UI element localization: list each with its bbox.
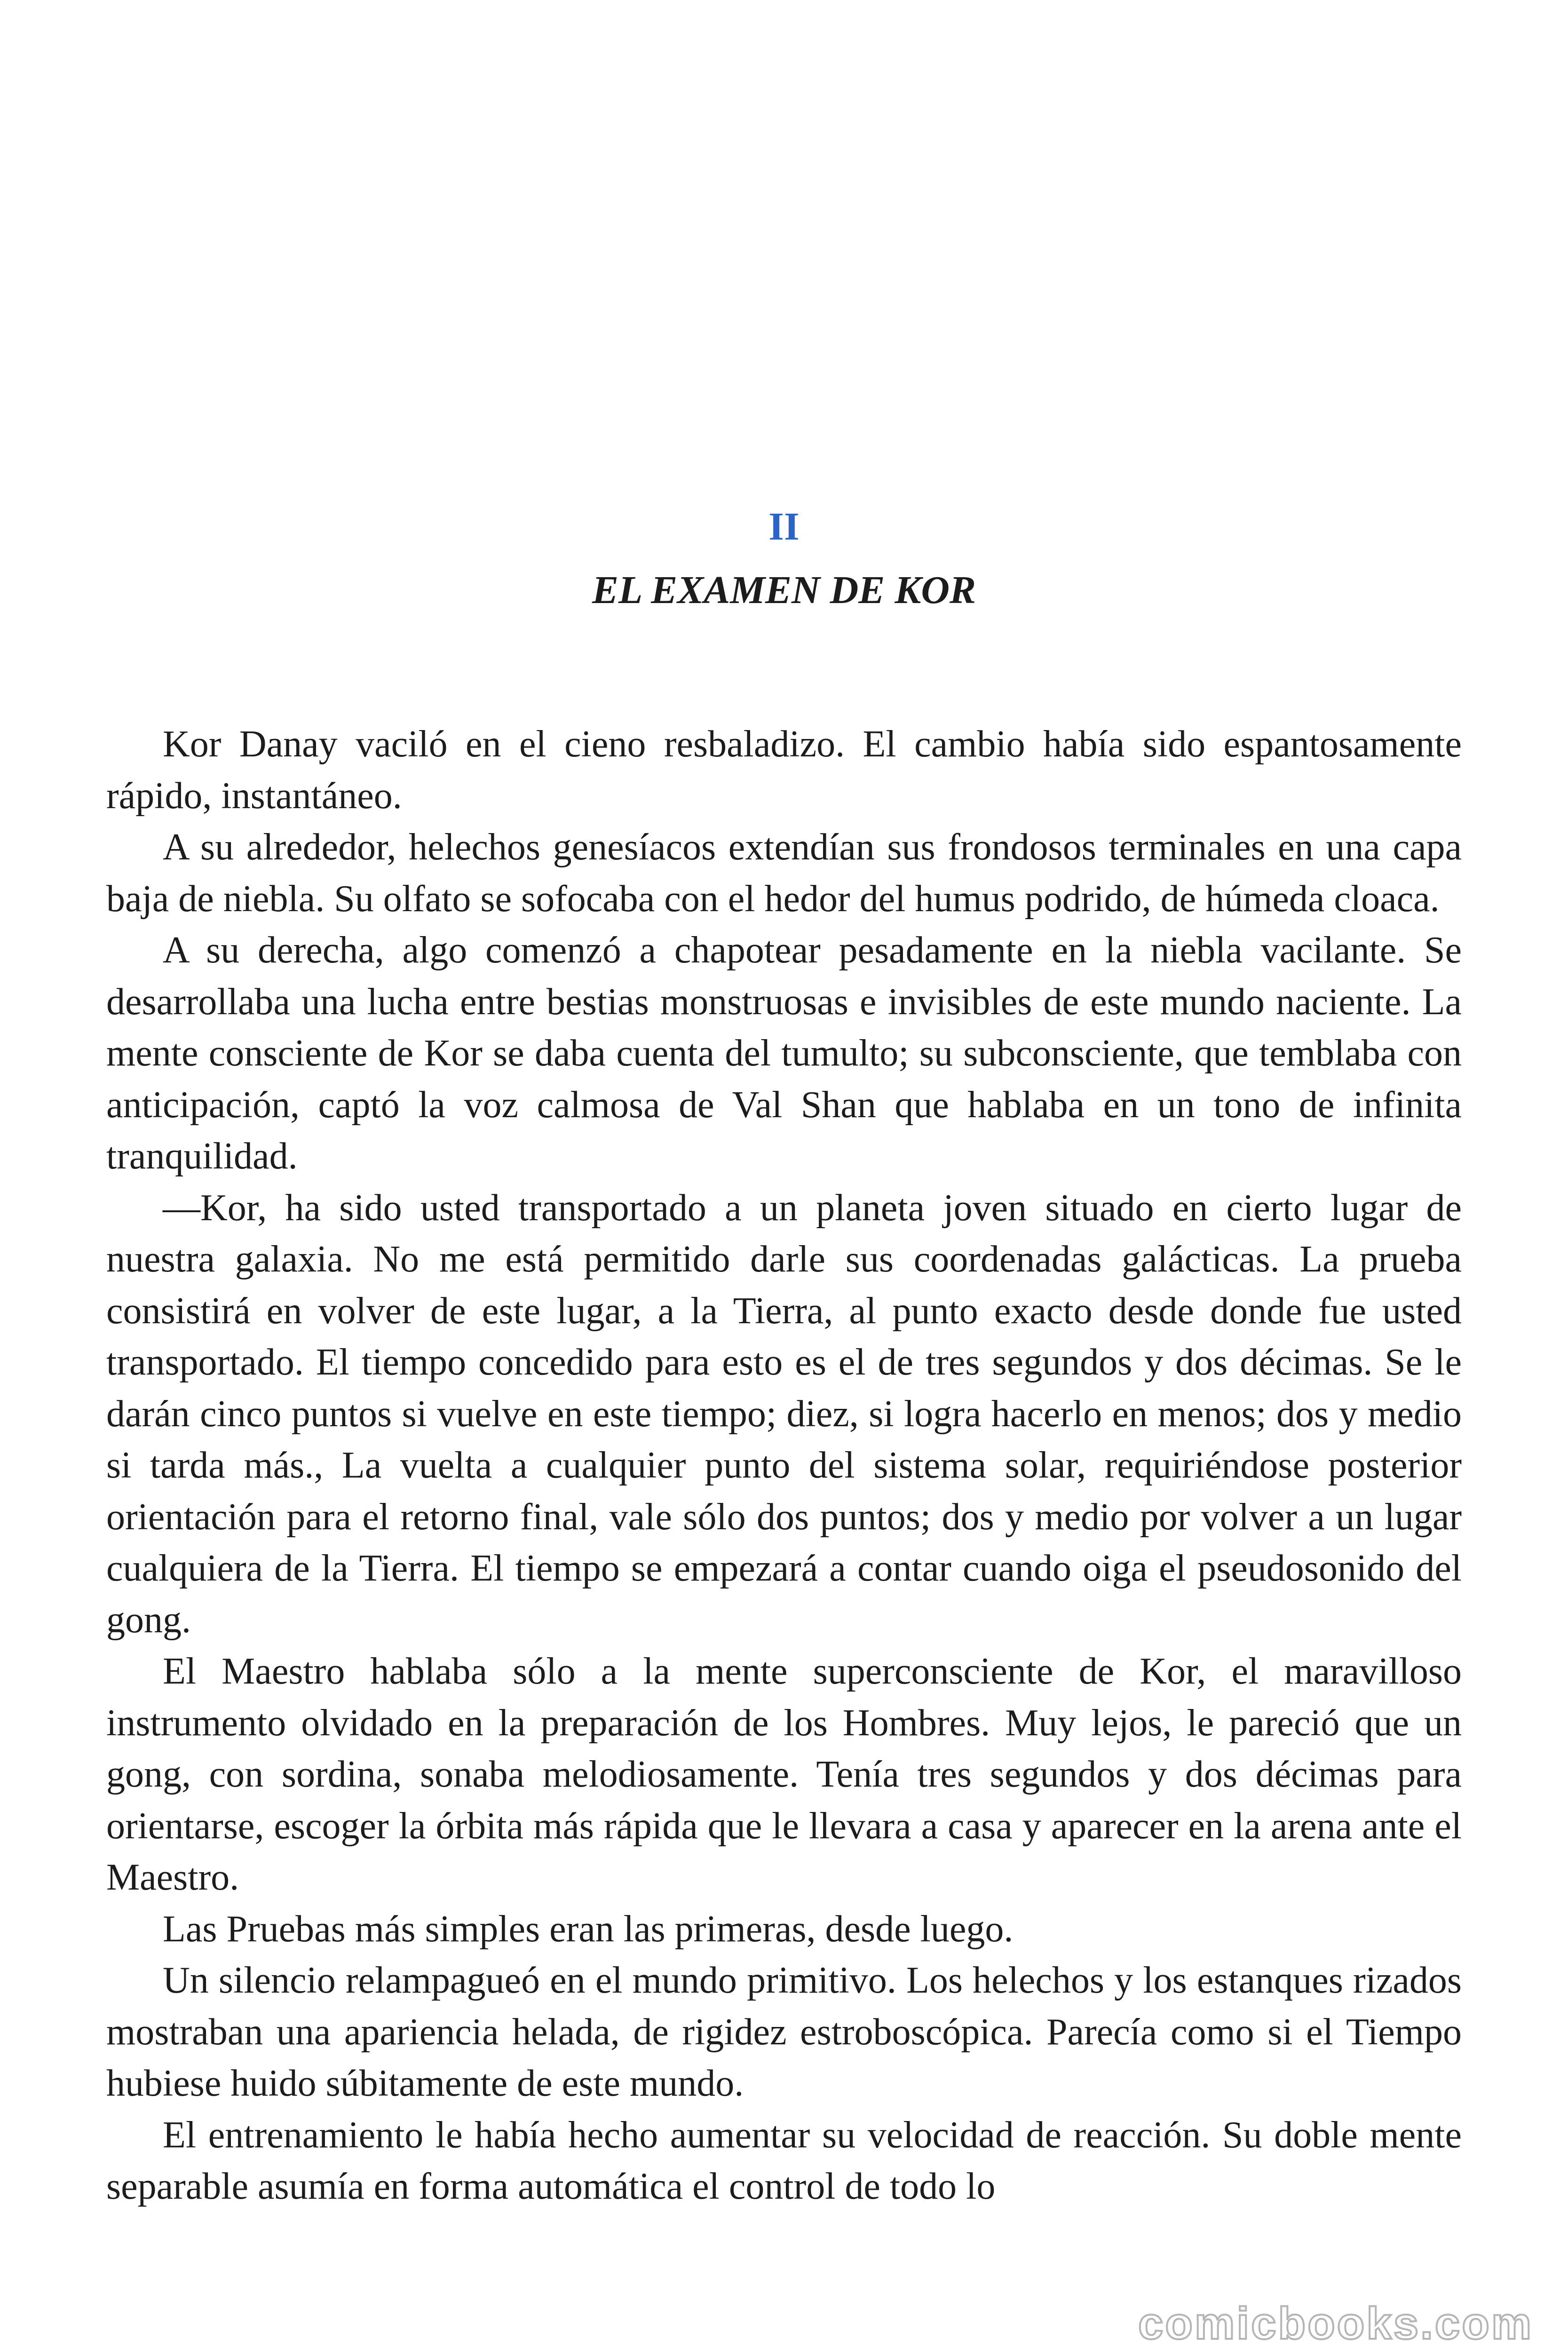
- paragraph: Las Pruebas más simples eran las primeras, desde luego.: [163, 1908, 1014, 1950]
- watermark: comicbooks.com: [1138, 2298, 1534, 2349]
- paragraph: Kor Danay vaciló en el cieno resbaladizo. El cambio había sido espantosamente rápido, instantáneo.: [106, 723, 1462, 817]
- paragraph: El entrenamiento le había hecho aumentar su velocidad de reacción. Su doble mente separable asumía en forma automática el control de todo lo: [106, 2114, 1462, 2207]
- paragraph: —Kor, ha sido usted transportado a un planeta joven situado en cierto lugar de nuestra galaxia. No me está permitido darle sus coordenadas galácticas. La prueba consistirá en volver de este lugar, a la Tierra, al punto exacto desde donde fue usted transportado. El tiempo concedido para esto es el de tres segundos y dos décimas. Se le darán cinco puntos si vuelve en este tiempo; diez, si logra hacerlo en menos; dos y medio si tarda más., La vuelta a cualquier punto del sistema solar, requiriéndose posterior orientación para el retorno final, vale sólo dos puntos; dos y medio por volver a un lugar cualquiera de la Tierra. El tiempo se empezará a contar cuando oiga el pseudosonido del gong.: [106, 1187, 1462, 1641]
- chapter-body: [106, 719, 1462, 2213]
- paragraph: El Maestro hablaba sólo a la mente superconsciente de Kor, el maravilloso instrumento olvidado en la preparación de los Hombres. Muy lejos, le pareció que un gong, con sordina, sonaba melodiosamente. Tenía tres segundos y dos décimas para orientarse, escoger la órbita más rápida que le llevara a casa y aparecer en la arena ante el Maestro.: [106, 1651, 1462, 1898]
- chapter-title: EL EXAMEN DE KOR: [592, 568, 976, 612]
- paragraph: Un silencio relampagueó en el mundo primitivo. Los helechos y los estanques rizados mostraban una apariencia helada, de rigidez estroboscópica. Parecía como si el Tiempo hubiese huido súbitamente de este mundo.: [106, 1960, 1462, 2104]
- paragraph: A su alrededor, helechos genesíacos extendían sus frondosos terminales en una capa baja de niebla. Su olfato se sofocaba con el hedor del humus podrido, de húmeda cloaca.: [106, 826, 1462, 920]
- chapter-number: II: [768, 505, 800, 548]
- paragraph: A su derecha, algo comenzó a chapotear pesadamente en la niebla vacilante. Se desarrollaba una lucha entre bestias monstruosas e invisibles de este mundo naciente. La mente consciente de Kor se daba cuenta del tumulto; su subconsciente, que temblaba con anticipación, captó la voz calmosa de Val Shan que hablaba en un tono de infinita tranquilidad.: [106, 930, 1462, 1177]
